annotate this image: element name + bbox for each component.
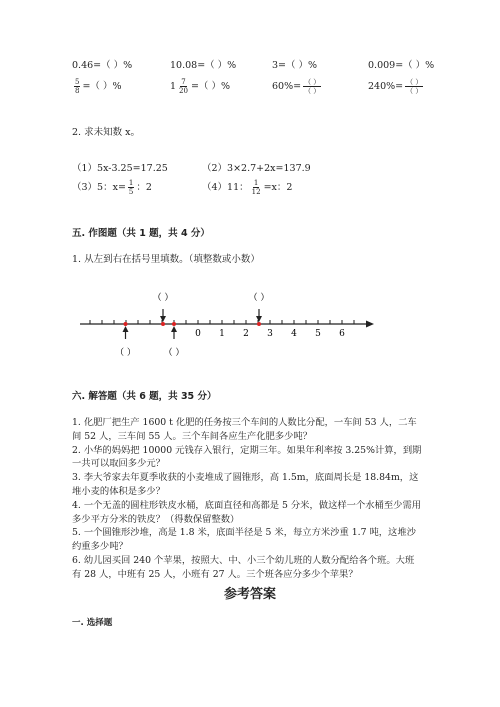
equation-2: （2）3×2.7+2x=137.9 — [202, 163, 311, 174]
conversion-4: 0.009=（ ）% — [368, 60, 435, 71]
section-heading: 六. 解答题（共 6 题，共 35 分） — [72, 391, 217, 402]
question-title: 2. 求未知数 x。 — [72, 127, 140, 138]
answer-blank: （ ） — [152, 293, 174, 303]
fraction: $\frac{7}{20}$ — [179, 78, 188, 95]
arrow-up-icon — [171, 326, 177, 339]
tick-label: 4 — [291, 329, 297, 339]
conversion-5: $\frac{5}{8}$ =（ ）% — [75, 78, 122, 95]
answers-title: 参考答案 — [223, 587, 276, 602]
marked-point — [161, 322, 165, 326]
fraction: $\frac{5}{8}$ — [75, 78, 80, 95]
fraction: $\frac{( )}{( )}$ — [406, 78, 423, 95]
fraction: $\frac{( )}{( )}$ — [304, 78, 321, 95]
number-line-figure — [70, 285, 390, 365]
answer-blank: （ ） — [115, 348, 136, 358]
arrow-up-icon — [123, 326, 129, 339]
marked-point — [172, 322, 176, 326]
tick-label: 0 — [195, 329, 201, 339]
marked-point — [124, 322, 128, 326]
answer-blank: （ ） — [248, 293, 270, 303]
problem-list — [72, 416, 422, 582]
problem-5: 5. 一个圆锥形沙堆，高是 1.8 米，底面半径是 5 米，每立方米沙重 1.7 吨，这堆沙约重多少吨？ — [72, 527, 416, 553]
question-text: 1. 从左到右在括号里填数。（填整数或小数） — [72, 254, 260, 265]
conversion-6: 1 $\frac{7}{20}$ =（ ）% — [170, 78, 230, 95]
section-heading: 五. 作图题（共 1 题，共 4 分） — [72, 228, 210, 239]
arrow-down-icon — [256, 309, 262, 322]
conversion-3: 3=（ ）% — [272, 60, 318, 71]
tick-label: 2 — [243, 329, 249, 339]
conversion-7: 60%= $\frac{( )}{( )}$ — [272, 78, 321, 95]
conversion-2: 10.08=（ ）% — [170, 60, 237, 71]
problem-3: 3. 李大爷家去年夏季收获的小麦堆成了圆锥形，高 1.5m，底面周长是 18.84m，这堆小麦的体积是多少？ — [72, 472, 419, 497]
equation-1: （1）5x-3.25=17.25 — [72, 163, 168, 174]
axis-arrowhead — [366, 321, 374, 328]
equation-4: （4）11： $\frac{1}{12}$ =x：2 — [202, 179, 293, 196]
equation-3: （3）5：x= $\frac{1}{5}$ ：2 — [72, 179, 152, 196]
problem-4: 4. 一个无盖的圆柱形铁皮水桶，底面直径和高都是 5 分米，做这样一个水桶至少需用多少平方分米的铁皮？（得数保留整数） — [72, 499, 422, 525]
tick-label: 1 — [219, 329, 225, 339]
fraction: $\frac{1}{12}$ — [251, 179, 261, 196]
fraction: $\frac{1}{5}$ — [128, 179, 134, 196]
answers-section-heading: 一. 选择题 — [72, 618, 113, 628]
arrow-down-icon — [160, 309, 166, 322]
tick-label: 3 — [267, 329, 273, 339]
problem-6: 6. 幼儿园买回 240 个苹果，按照大、中、小三个幼儿班的人数分配给各个班。大班有 28 人，中班有 25 人，小班有 27 人。三个班各应分多少个苹果？ — [72, 554, 415, 580]
tick-label: 6 — [339, 329, 345, 339]
problem-2: 2. 小华的妈妈把 10000 元钱存入银行，定期三年。如果年利率按 3.25%计算，到期一共可以取回多少元？ — [72, 444, 422, 470]
tick-label: 5 — [315, 329, 321, 339]
answer-blank: （ ） — [163, 348, 185, 358]
marked-point — [257, 322, 261, 326]
conversion-8: 240%= $\frac{( )}{( )}$ — [368, 78, 423, 95]
problem-1: 1. 化肥厂把生产 1600 t 化肥的任务按三个车间的人数比分配，一车间 53 人，二车间 52 人，三车间 55 人。三个车间各应生产化肥多少吨？ — [72, 417, 417, 442]
conversion-1: 0.46=（ ）% — [72, 60, 133, 71]
